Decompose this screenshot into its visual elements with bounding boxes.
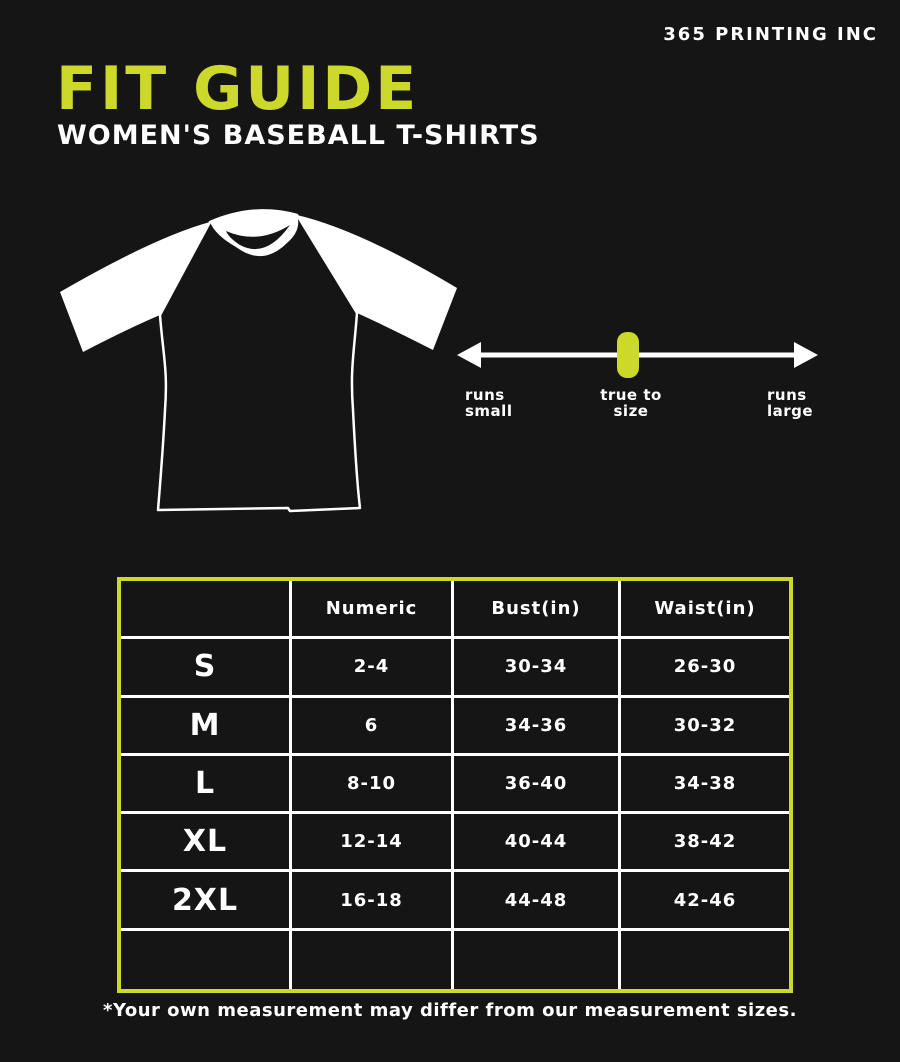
fit-scale-label-true-to-size: true to size <box>600 386 662 420</box>
page-subtitle: WOMEN'S BASEBALL T-SHIRTS <box>57 120 540 151</box>
table-header-bust: Bust(in) <box>454 581 621 639</box>
table-header-waist: Waist(in) <box>621 581 789 639</box>
arrow-left-head <box>457 342 481 368</box>
brand-name: 365 PRINTING INC <box>663 24 878 45</box>
table-cell-waist: 34-38 <box>621 756 789 814</box>
table-cell-numeric: 8-10 <box>292 756 454 814</box>
footnote: *Your own measurement may differ from our measurement sizes. <box>103 1000 797 1021</box>
table-cell-waist: 26-30 <box>621 639 789 697</box>
table-cell-waist: 42-46 <box>621 872 789 930</box>
baseball-tshirt-icon <box>50 195 480 525</box>
true-to-size-marker-icon <box>617 332 639 378</box>
size-chart-table <box>117 577 793 993</box>
table-cell-numeric <box>292 931 454 989</box>
fit-scale <box>455 330 820 440</box>
arrow-right-head <box>794 342 818 368</box>
table-cell-waist: 30-32 <box>621 698 789 756</box>
table-header-size <box>121 581 292 639</box>
table-cell-numeric: 16-18 <box>292 872 454 930</box>
table-cell-size: L <box>121 756 292 814</box>
table-cell-waist <box>621 931 789 989</box>
table-cell-size: S <box>121 639 292 697</box>
table-cell-bust: 34-36 <box>454 698 621 756</box>
table-cell-bust: 30-34 <box>454 639 621 697</box>
fit-scale-label-runs-small: runs small <box>465 386 513 420</box>
fit-scale-arrow-icon <box>455 330 820 380</box>
table-header-numeric: Numeric <box>292 581 454 639</box>
table-cell-bust <box>454 931 621 989</box>
table-cell-numeric: 12-14 <box>292 814 454 872</box>
table-cell-bust: 44-48 <box>454 872 621 930</box>
table-cell-size <box>121 931 292 989</box>
table-cell-size: 2XL <box>121 872 292 930</box>
fit-scale-label-runs-large: runs large <box>767 386 814 420</box>
table-cell-bust: 40-44 <box>454 814 621 872</box>
table-cell-numeric: 2-4 <box>292 639 454 697</box>
table-cell-numeric: 6 <box>292 698 454 756</box>
table-cell-size: M <box>121 698 292 756</box>
table-cell-bust: 36-40 <box>454 756 621 814</box>
table-cell-waist: 38-42 <box>621 814 789 872</box>
table-cell-size: XL <box>121 814 292 872</box>
page-title: FIT GUIDE <box>56 54 420 124</box>
